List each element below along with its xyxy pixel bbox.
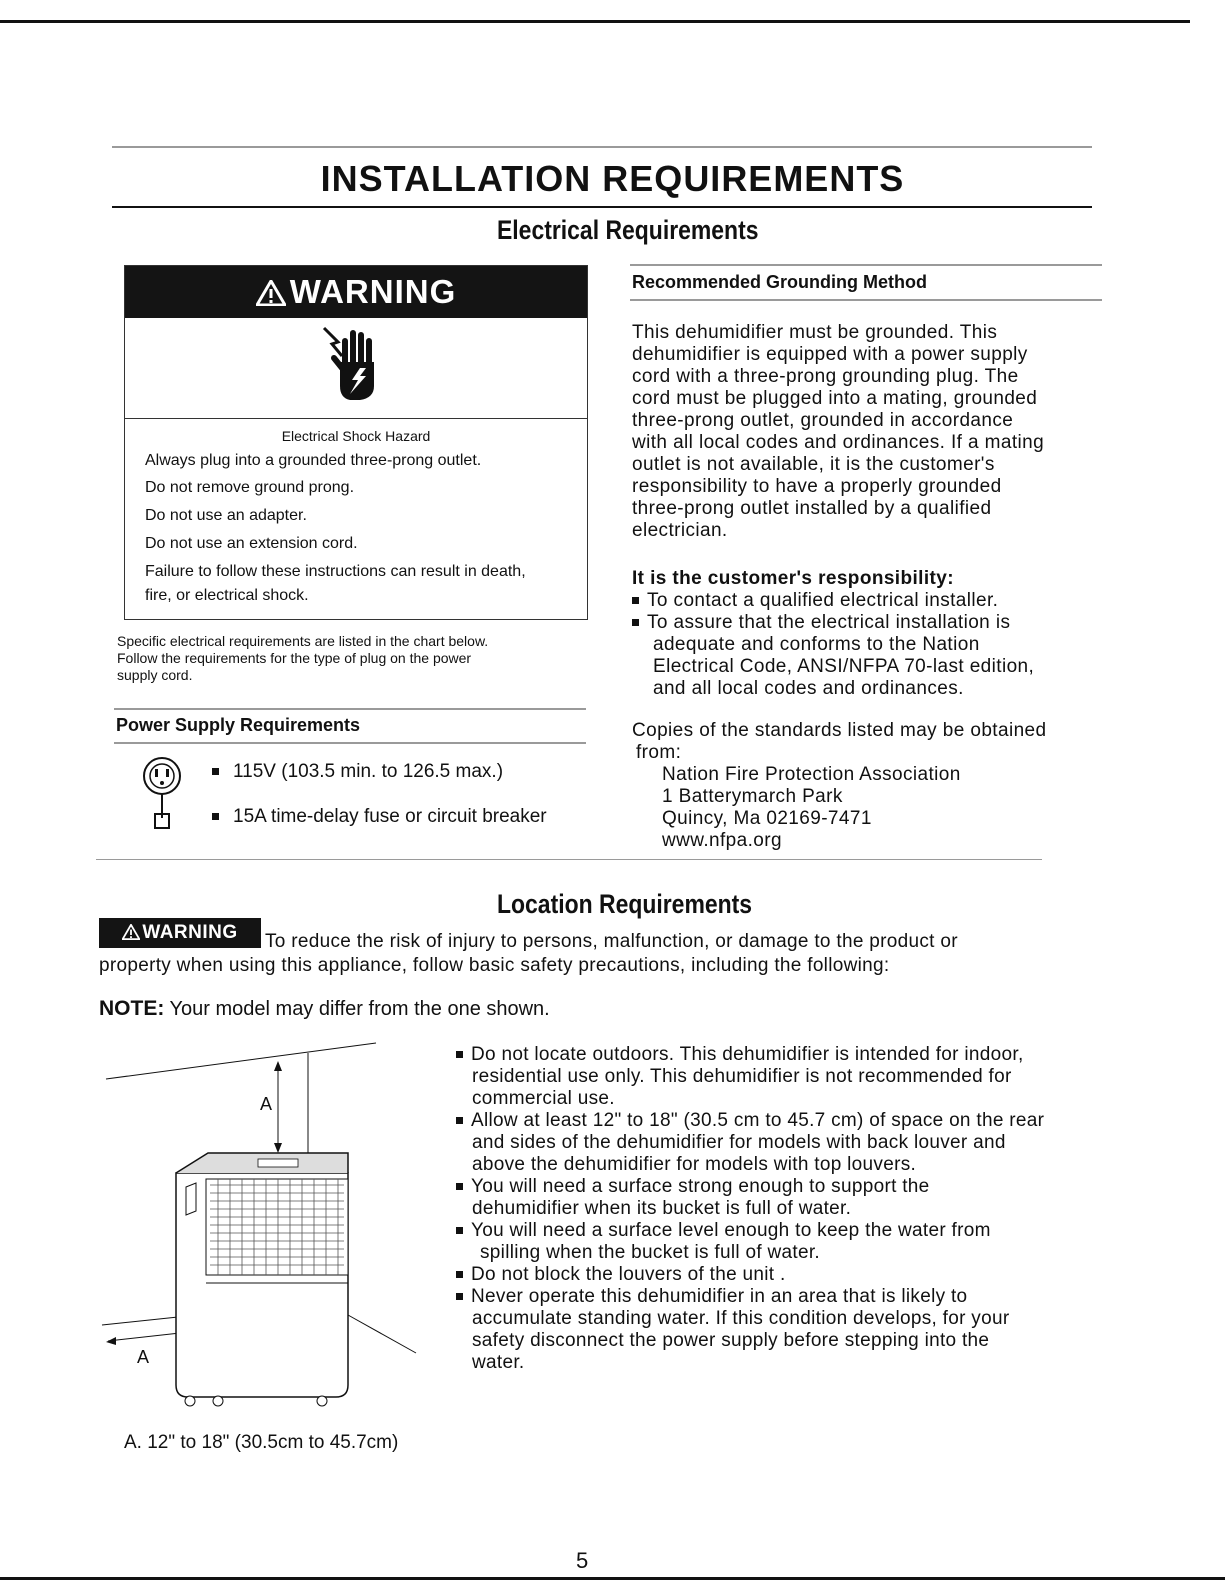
warning-line: fire, or electrical shock.: [145, 587, 309, 604]
bullet-text: commercial use.: [472, 1088, 615, 1109]
shock-hand-icon: [320, 322, 380, 412]
responsibility-bullet-text: adequate and conforms to the Nation: [653, 634, 980, 655]
bullet-text: residential use only. This dehumidifier is not recommended for: [472, 1066, 1012, 1087]
power-item: [212, 761, 503, 783]
bullet-text: accumulate standing water. If this condition develops, for your: [472, 1308, 1010, 1329]
bullet-text: You will need a surface level enough to keep the water from: [471, 1220, 991, 1241]
grounding-paragraph: [632, 322, 1044, 542]
grounding-line: This dehumidifier must be grounded. This: [632, 322, 998, 343]
address-line: Nation Fire Protection Association: [662, 764, 961, 785]
power-item-text: 15A time-delay fuse or circuit breaker: [233, 806, 547, 827]
nfpa-address: [662, 764, 961, 852]
warning-header-label: WARNING: [289, 273, 457, 310]
bullet-text: Do not locate outdoors. This dehumidifier is intended for indoor,: [471, 1044, 1024, 1065]
bullet-marker: [456, 1293, 463, 1300]
warning-triangle-icon: [122, 924, 140, 940]
bullet-marker: [456, 1183, 463, 1190]
bullet-text: You will need a surface strong enough to support the: [471, 1176, 930, 1197]
header-rule-bottom: [112, 206, 1092, 208]
responsibility-bullet-text: Electrical Code, ANSI/NFPA 70-last edition,: [653, 656, 1035, 677]
bullet-text: Never operate this dehumidifier in an area that is likely to: [471, 1286, 968, 1307]
bullet-marker: [212, 768, 219, 775]
header-rule-top: [112, 146, 1092, 148]
location-warning-line: property when using this appliance, follow basic safety precautions, including the following:: [99, 955, 890, 976]
warning-line: Failure to follow these instructions can result in death,: [145, 563, 526, 580]
responsibility-bullet-text: To contact a qualified electrical installer.: [647, 590, 999, 611]
grounding-line: with all local codes and ordinances. If a mating: [632, 432, 1045, 453]
plug-icon: [140, 752, 186, 832]
bullet-text: Allow at least 12" to 18" (30.5 cm to 45.7 cm) of space on the rear: [471, 1110, 1045, 1131]
bullet-marker: [456, 1271, 463, 1278]
electrical-section-title: Electrical Requirements: [497, 215, 759, 245]
responsibility-bullet-text: and all local codes and ordinances.: [653, 678, 964, 699]
responsibility-bullet: [632, 590, 998, 612]
diagram-caption: A. 12" to 18" (30.5cm to 45.7cm): [124, 1432, 399, 1453]
warning-line: Do not use an adapter.: [145, 507, 307, 524]
grounding-line: cord must be plugged into a mating, grounded: [632, 388, 1038, 409]
hazard-label: Electrical Shock Hazard: [281, 428, 431, 444]
bullet-marker: [632, 597, 639, 604]
grounding-line: three-prong outlet installed by a qualified: [632, 498, 992, 519]
grounding-line: responsibility to have a properly grounded: [632, 476, 1002, 497]
power-item-text: 115V (103.5 min. to 126.5 max.): [233, 761, 504, 782]
page-number: 5: [576, 1548, 589, 1573]
grounding-rule-top: [630, 264, 1102, 266]
page-title: INSTALLATION REQUIREMENTS: [320, 158, 905, 199]
grounding-line: cord with a three-prong grounding plug. The: [632, 366, 1019, 387]
location-warning-badge: [99, 918, 261, 948]
location-bullet: [456, 1286, 1044, 1374]
bullet-text: dehumidifier when its bucket is full of water.: [472, 1198, 852, 1219]
grounding-line: outlet is not available, it is the customer's: [632, 454, 995, 475]
warning-line: Do not remove ground prong.: [145, 479, 355, 496]
location-bullets: [456, 1044, 1044, 1374]
bullet-text: water.: [472, 1352, 525, 1373]
grounding-heading: Recommended Grounding Method: [632, 272, 927, 292]
bottom-edge-rule: [0, 1577, 1225, 1580]
location-bullet: [456, 1044, 1044, 1110]
chart-note: [117, 633, 488, 684]
bullet-marker: [632, 619, 639, 626]
chart-note-line: Follow the requirements for the type of plug on the power: [117, 650, 472, 666]
location-bullet: [456, 1264, 1044, 1286]
note-text: Your model may differ from the one shown.: [169, 998, 550, 1020]
power-supply-heading: Power Supply Requirements: [116, 715, 361, 735]
power-rule-top: [114, 708, 586, 710]
warning-divider: [125, 418, 587, 419]
grounding-line: dehumidifier is equipped with a power supply: [632, 344, 1028, 365]
note: [99, 997, 550, 1021]
location-bullet: [456, 1110, 1044, 1176]
grounding-line: electrician.: [632, 520, 728, 541]
bullet-text: safety disconnect the power supply before stepping into the: [472, 1330, 990, 1351]
bullet-marker: [212, 813, 219, 820]
bullet-text: and sides of the dehumidifier for models with back louver and: [472, 1132, 1006, 1153]
diagram-label-top: A: [260, 1094, 273, 1114]
chart-note-line: supply cord.: [117, 667, 193, 683]
power-item: [212, 806, 547, 828]
chart-note-line: Specific electrical requirements are listed in the chart below.: [117, 633, 489, 649]
copies-line: from:: [636, 742, 682, 763]
diagram-label-side: A: [137, 1347, 150, 1367]
section-divider: [96, 859, 1042, 860]
power-rule-bottom: [114, 742, 586, 744]
location-bullet: [456, 1176, 1044, 1220]
copies-line: Copies of the standards listed may be obtained: [632, 720, 1047, 741]
responsibility-bullet-text: To assure that the electrical installation is: [647, 612, 1011, 633]
responsibility-bullet: [632, 612, 1034, 700]
warning-header: [125, 266, 587, 318]
grounding-rule-bottom: [630, 299, 1102, 301]
bullet-marker: [456, 1051, 463, 1058]
grounding-line: three-prong outlet, grounded in accordance: [632, 410, 1014, 431]
location-warning-line: To reduce the risk of injury to persons, malfunction, or damage to the product or: [265, 931, 958, 952]
copies-text: [632, 720, 1046, 764]
bullet-marker: [456, 1117, 463, 1124]
bullet-text: spilling when the bucket is full of water.: [480, 1242, 820, 1263]
warning-triangle-icon: [256, 280, 286, 306]
top-edge-rule: [0, 20, 1190, 23]
address-line: 1 Batterymarch Park: [662, 786, 843, 807]
warning-line: Always plug into a grounded three-prong outlet.: [145, 452, 482, 469]
note-label: NOTE:: [99, 997, 165, 1020]
bullet-marker: [456, 1227, 463, 1234]
bullet-text: above the dehumidifier for models with top louvers.: [472, 1154, 917, 1175]
warning-line: Do not use an extension cord.: [145, 535, 358, 552]
location-section-title: Location Requirements: [497, 889, 753, 919]
bullet-text: Do not block the louvers of the unit .: [471, 1264, 786, 1285]
responsibility-heading: It is the customer's responsibility:: [632, 568, 954, 589]
location-bullet: [456, 1220, 1044, 1264]
warning-badge-label: WARNING: [142, 922, 238, 943]
electrical-warning-box: [124, 265, 588, 620]
address-line: Quincy, Ma 02169-7471: [662, 808, 872, 829]
address-line: www.nfpa.org: [662, 830, 782, 851]
